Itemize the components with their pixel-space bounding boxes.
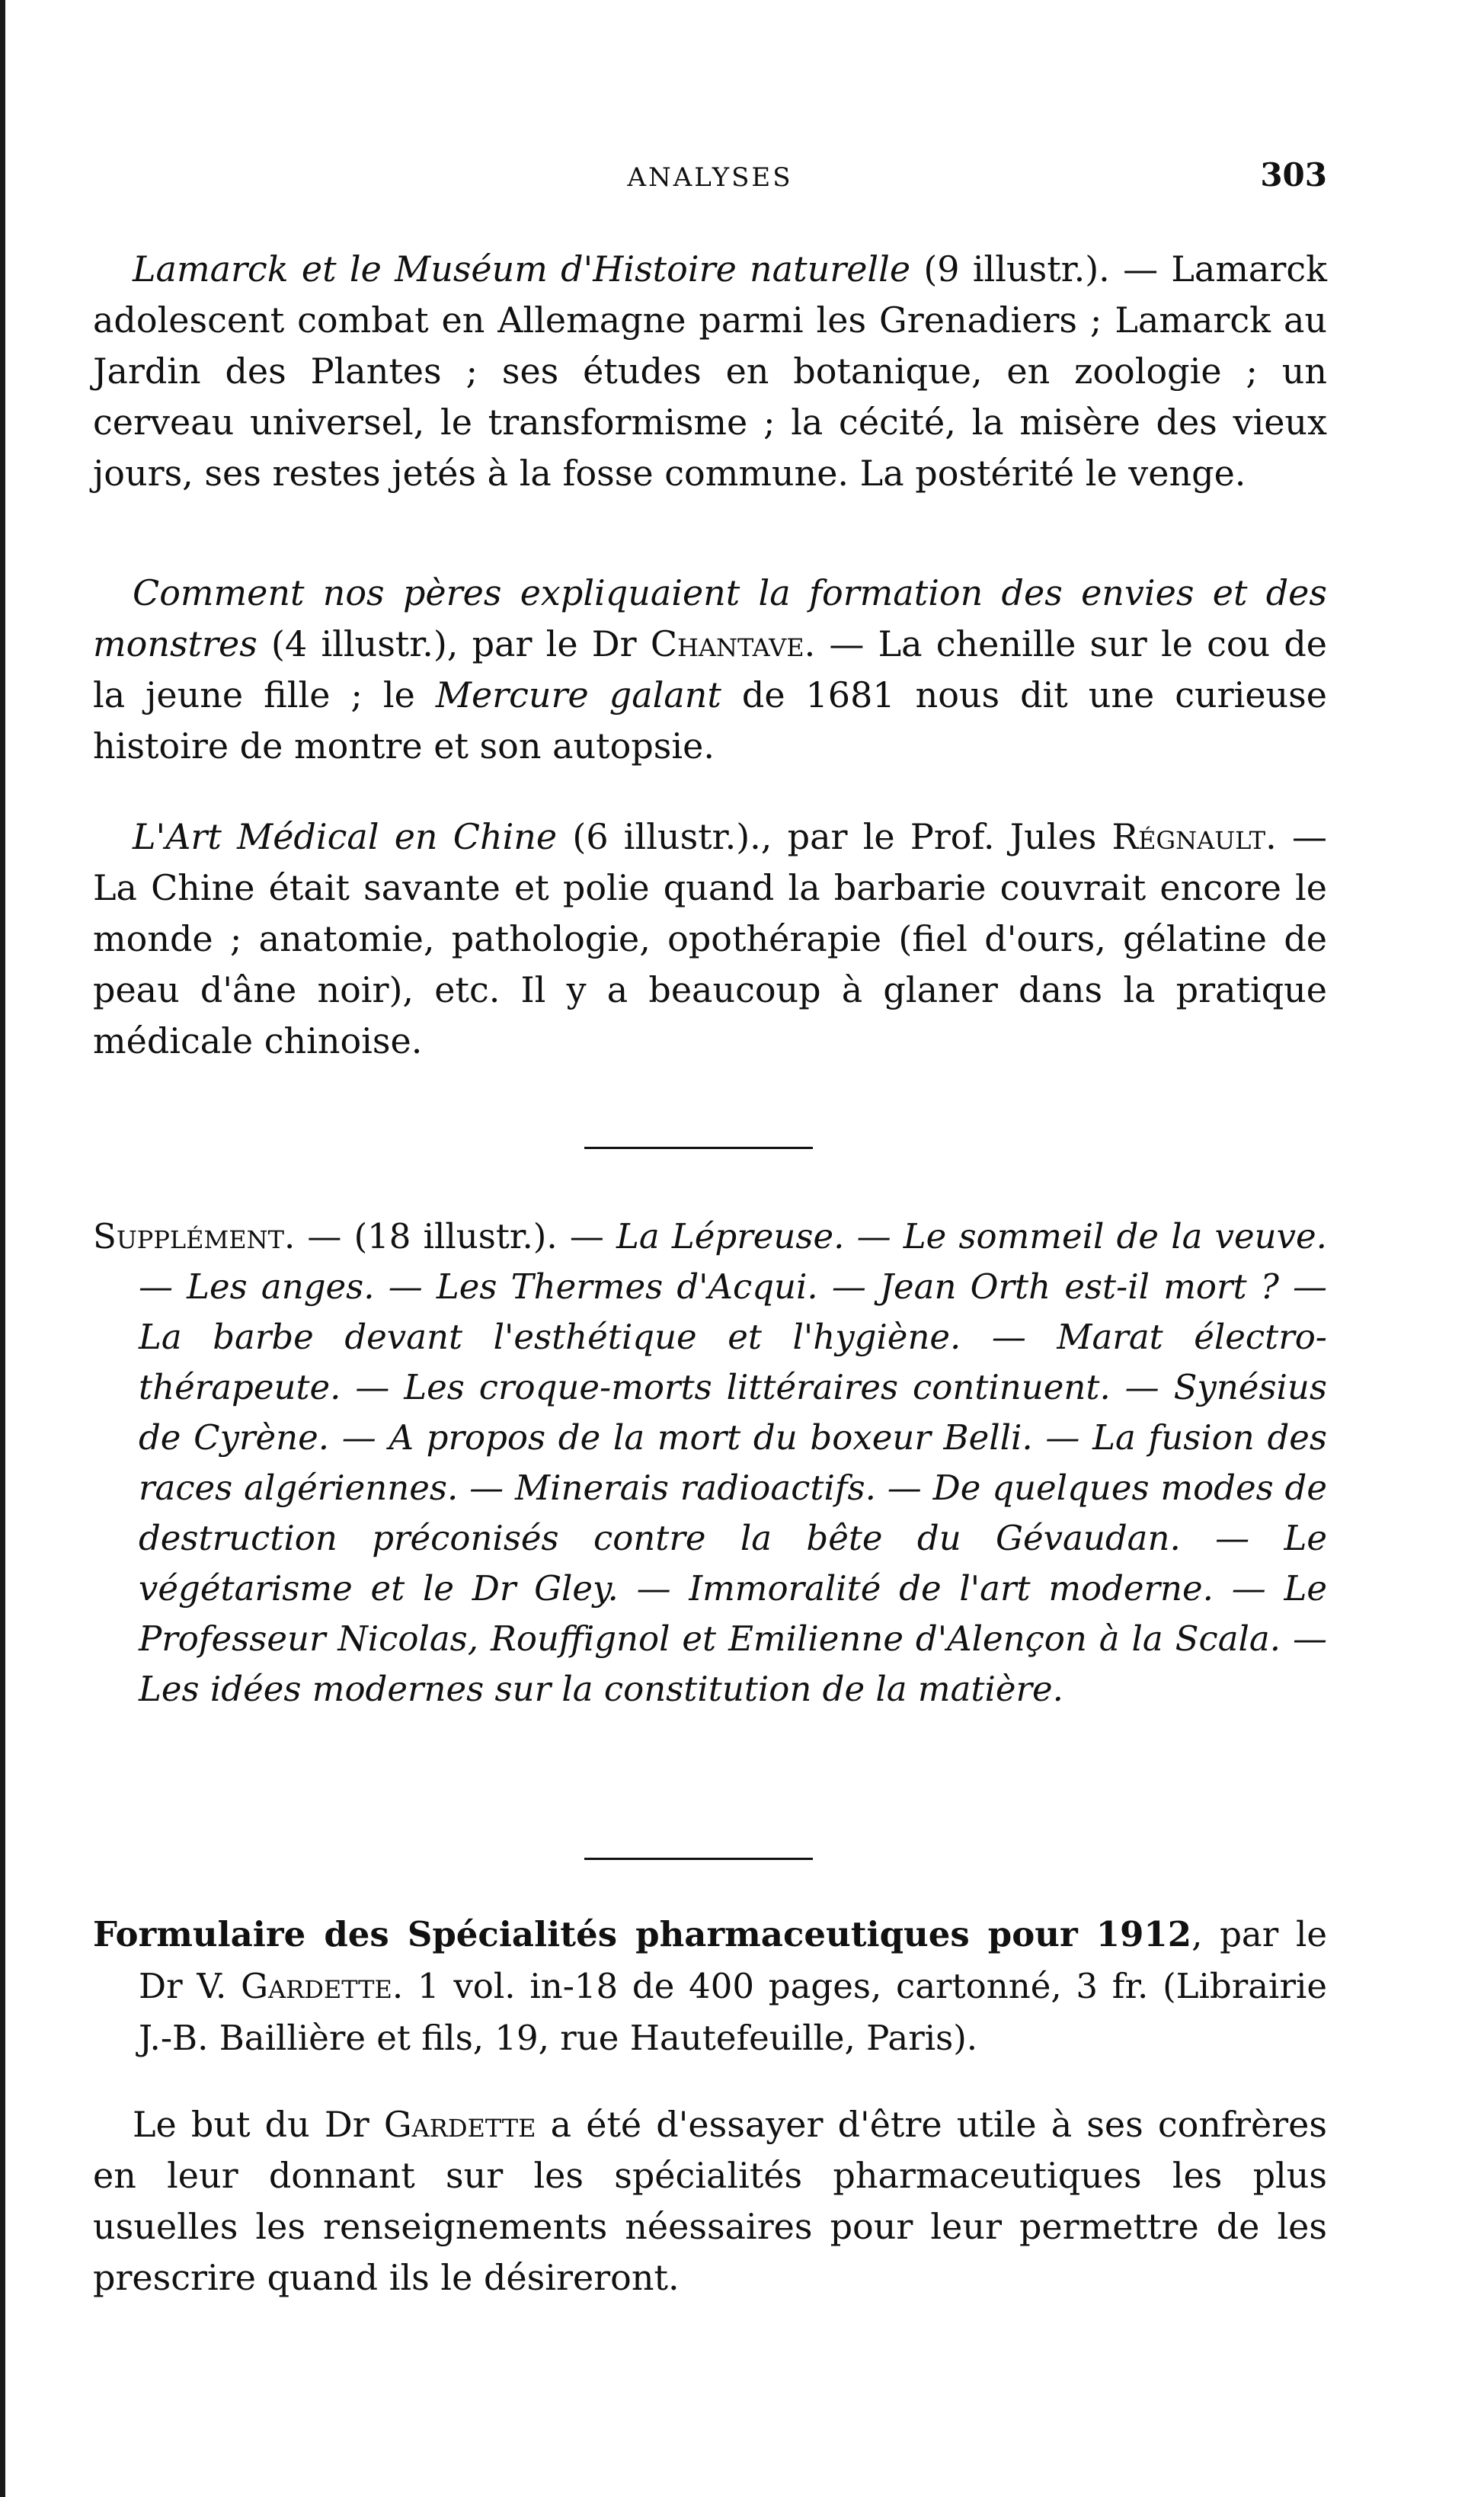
review-details: . 1 vol. in-18 de 400 pages, cartonné, 3 fr. (Librairie J.-B. Baillière et fils, 19, rue Hautefeuille, Paris). xyxy=(139,1966,1327,2058)
review-author: Gardette xyxy=(241,1966,392,2006)
supplement-contents: La Lépreuse. — Le sommeil de la veuve. — Les anges. — Les Thermes d'Acqui. — Jean Orth est-il mort ? — La barbe devant l'esthétique et l'hygiène. — Marat électro-thérapeute. — Les croque-morts littéraires continuent. — Synésius de Cyrène. — A propos de la mort du boxeur Belli. — La fusion des races algériennes. — Minerais radioactifs. — De quelques modes de destruction préconisés contre la bête du Gévaudan. — Le végétarisme et le Dr Gley. — Immoralité de l'art moderne. — Le Professeur Nicolas, Rouffignol et Emilienne d'Alençon à la Scala. — Les idées modernes sur la constitution de la matière. xyxy=(139,1216,1327,1709)
entry-title: Lamarck et le Muséum d'Histoire naturelle xyxy=(133,248,911,290)
entry-lamarck xyxy=(93,244,1327,499)
entry-author: Chantave xyxy=(650,623,804,664)
entry-title: L'Art Médical en Chine xyxy=(133,816,558,857)
entry-italic-title: Mercure galant xyxy=(435,674,721,715)
review-body-author: Gardette xyxy=(383,2104,536,2145)
review-heading xyxy=(93,1909,1327,2064)
review-title: Formulaire des Spécialités pharmaceutiques pour 1912 xyxy=(93,1914,1192,1954)
entry-details: (9 illustr.). — Lamarck adolescent combat en Allemagne parmi les Grenadiers ; Lamarck au Jardin des Plantes ; ses études en botanique, en zoologie ; un cerveau universel, le transformisme ; la cécité, la misère des vieux jours, ses restes jetés à la fosse commune. La postérité le venge. xyxy=(93,248,1327,494)
supplement-label: Supplément xyxy=(93,1216,284,1257)
entry-author: Régnault xyxy=(1111,816,1266,857)
running-head xyxy=(93,156,1327,202)
review-body xyxy=(93,2099,1327,2303)
running-title: ANALYSES xyxy=(627,162,793,193)
supplement-entry xyxy=(93,1212,1327,1714)
entry-details: . — La chenille sur le cou de la jeune fille ; le xyxy=(93,623,1328,715)
entry-title: Comment nos pères expliquaient la formation des envies et des monstres xyxy=(93,572,1327,664)
review-body-text: Le but du Dr xyxy=(133,2104,384,2145)
entry-details: de 1681 nous dit une curieuse histoire de montre et son autopsie. xyxy=(93,674,1328,767)
book-spine-edge xyxy=(0,0,5,2497)
document-page xyxy=(93,0,1327,2497)
page-number: 303 xyxy=(1260,156,1327,194)
section-divider xyxy=(584,1858,813,1860)
review-body-text: a été d'essayer d'être utile à ses confrères en leur donnant sur les spécialités pharmaceutiques les plus usuelles les renseignements néessaires pour leur permettre de les prescrire quand ils le désireront. xyxy=(93,2104,1327,2298)
entry-details: . — La Chine était savante et polie quand la barbarie couvrait encore le monde ; anatomie, pathologie, opothérapie (fiel d'ours, gélatine de peau d'âne noir), etc. Il y a beaucoup à glaner dans la pratique médicale chinoise. xyxy=(93,816,1327,1061)
entry-details: (6 illustr.)., par le Prof. Jules xyxy=(557,816,1112,857)
entry-details: (4 illustr.), par le Dr xyxy=(257,623,651,664)
entry-art-medical-chine xyxy=(93,812,1327,1067)
section-divider xyxy=(584,1147,813,1149)
review-by: , par le Dr V. xyxy=(139,1914,1327,2006)
entry-envies xyxy=(93,568,1327,772)
supplement-details: . — (18 illustr.). — xyxy=(283,1216,617,1257)
